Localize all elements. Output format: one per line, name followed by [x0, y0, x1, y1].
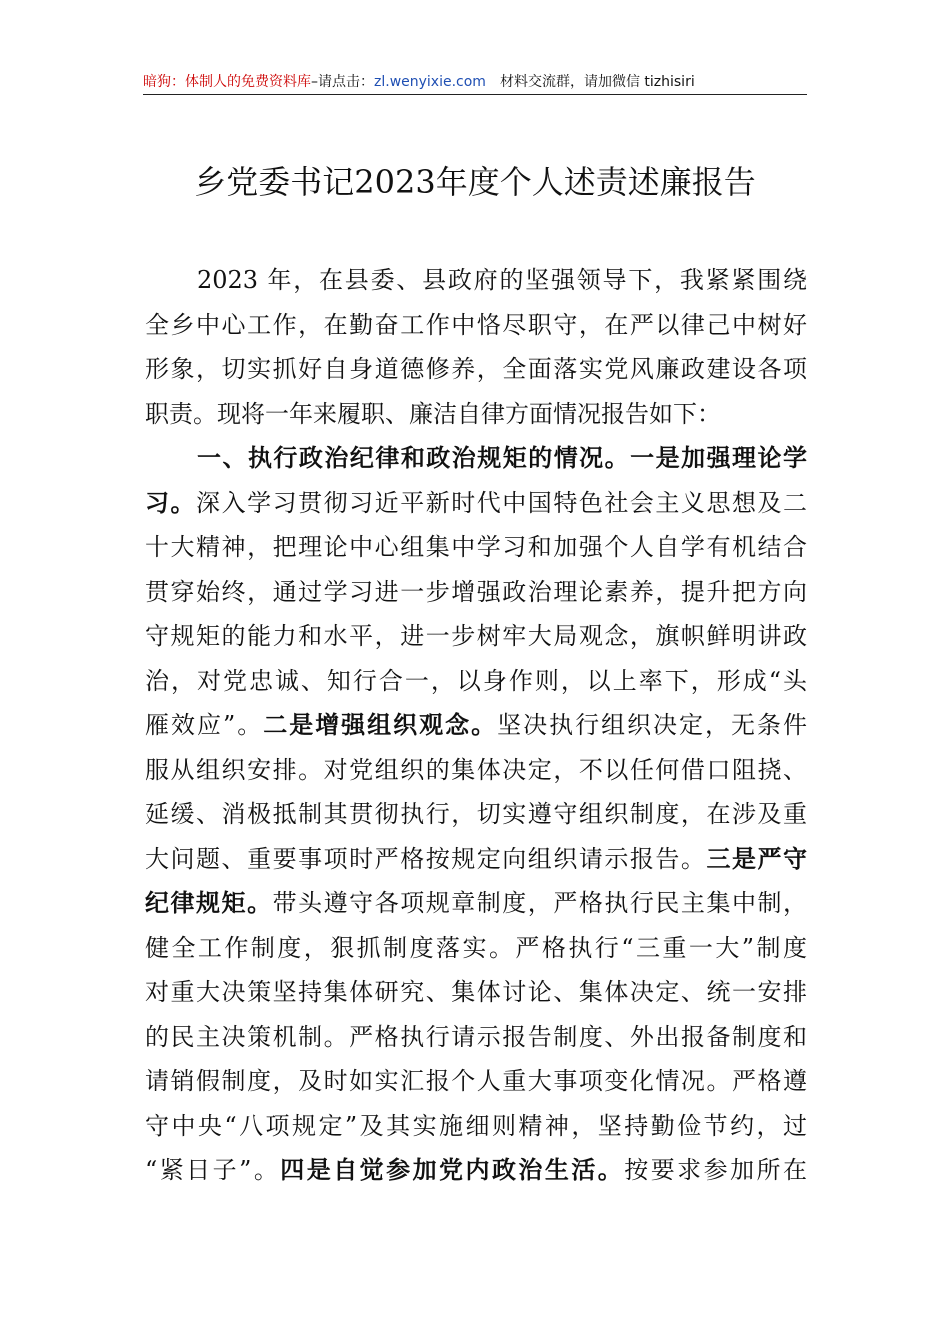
body-line [145, 258, 807, 303]
document-title: 乡党委书记2023年度个人述责述廉报告 [194, 163, 756, 201]
body-text: 2023 年，在县委、县政府的坚强领导下，我紧紧围绕 [197, 266, 807, 294]
body-line [145, 837, 807, 882]
body-line [145, 436, 807, 481]
body-line [145, 748, 807, 793]
body-line [145, 481, 807, 526]
body-text: 健全工作制度，狠抓制度落实。严格执行“三重一大”制度 [145, 933, 807, 962]
body-text: 带头遵守各项规章制度，严格执行民主集中制， [272, 889, 808, 917]
body-text: 十大精神，把理论中心组集中学习和加强个人自学有机结合 [145, 533, 807, 561]
body-line [145, 1059, 807, 1104]
body-text: 的民主决策机制。严格执行请示报告制度、外出报备制度和 [145, 1022, 807, 1051]
body-text: 坚决执行组织决定，无条件 [497, 711, 808, 739]
body-text: 请销假制度，及时如实汇报个人重大事项变化情况。严格遵 [145, 1067, 807, 1095]
body-line [145, 792, 807, 837]
body-text: “紧日子”。 [145, 1156, 281, 1184]
bold-point: 三是严守 [706, 844, 808, 873]
bold-point: 纪律规矩。 [145, 889, 273, 917]
header-click-prompt: –请点击： [311, 74, 374, 90]
body-line [145, 614, 807, 659]
bold-point: 习。 [145, 488, 197, 517]
body-text: 服从组织安排。对党组织的集体决定，不以任何借口阻挠、 [145, 755, 807, 784]
body-line [145, 970, 807, 1015]
body-text: 延缓、消极抵制其贯彻执行，切实遵守组织制度，在涉及重 [145, 800, 807, 828]
body-line [145, 1015, 807, 1060]
body-line [145, 303, 807, 348]
body-line [145, 881, 807, 926]
body-line [145, 659, 807, 704]
body-line [145, 392, 807, 437]
page-header [143, 71, 807, 95]
body-text: 守中央“八项规定”及其实施细则精神，坚持勤俭节约，过 [145, 1111, 807, 1140]
body-text: 贯穿始终，通过学习进一步增强政治理论素养，提升把方向 [145, 577, 807, 606]
body-line [145, 926, 807, 971]
body-line [145, 347, 807, 392]
header-site-link[interactable]: zl.wenyixie.com [374, 74, 486, 90]
bold-point: 四是自觉参加党内政治生活。 [280, 1156, 625, 1184]
body-text: 守规矩的能力和水平，进一步树牢大局观念，旗帜鲜明讲政 [145, 622, 807, 650]
section-heading: 一、执行政治纪律和政治规矩的情况。 [197, 444, 631, 472]
body-text: 按要求参加所在 [624, 1156, 808, 1184]
body-text: 形象，切实抓好自身道德修养，全面落实党风廉政建设各项 [145, 355, 807, 383]
header-divider [143, 94, 807, 95]
body-text: 治，对党忠诚、知行合一，以身作则，以上率下，形成“头 [145, 666, 807, 695]
body-text: 全乡中心工作，在勤奋工作中恪尽职守，在严以律己中树好 [145, 310, 807, 339]
body-line [145, 703, 807, 748]
bold-point: 一是加强理论学 [630, 444, 808, 472]
body-line [145, 1148, 807, 1193]
body-line [145, 570, 807, 615]
body-text: 对重大决策坚持集体研究、集体讨论、集体决定、统一安排 [145, 978, 807, 1006]
bold-point: 二是增强组织观念。 [263, 711, 498, 739]
body-text: 职责。现将一年来履职、廉洁自律方面情况报告如下： [145, 399, 721, 428]
body-text: 雁效应”。 [145, 711, 264, 739]
body-text: 大问题、重要事项时严格按规定向组织请示报告。 [145, 844, 707, 873]
document-body [145, 258, 807, 1193]
header-wechat-note: 材料交流群，请加微信 tizhisiri [499, 74, 695, 90]
body-line [145, 525, 807, 570]
header-resource-label: 暗狗：体制人的免费资料库 [143, 74, 311, 90]
body-line [145, 1104, 807, 1149]
body-text: 深入学习贯彻习近平新时代中国特色社会主义思想及二 [196, 488, 808, 517]
